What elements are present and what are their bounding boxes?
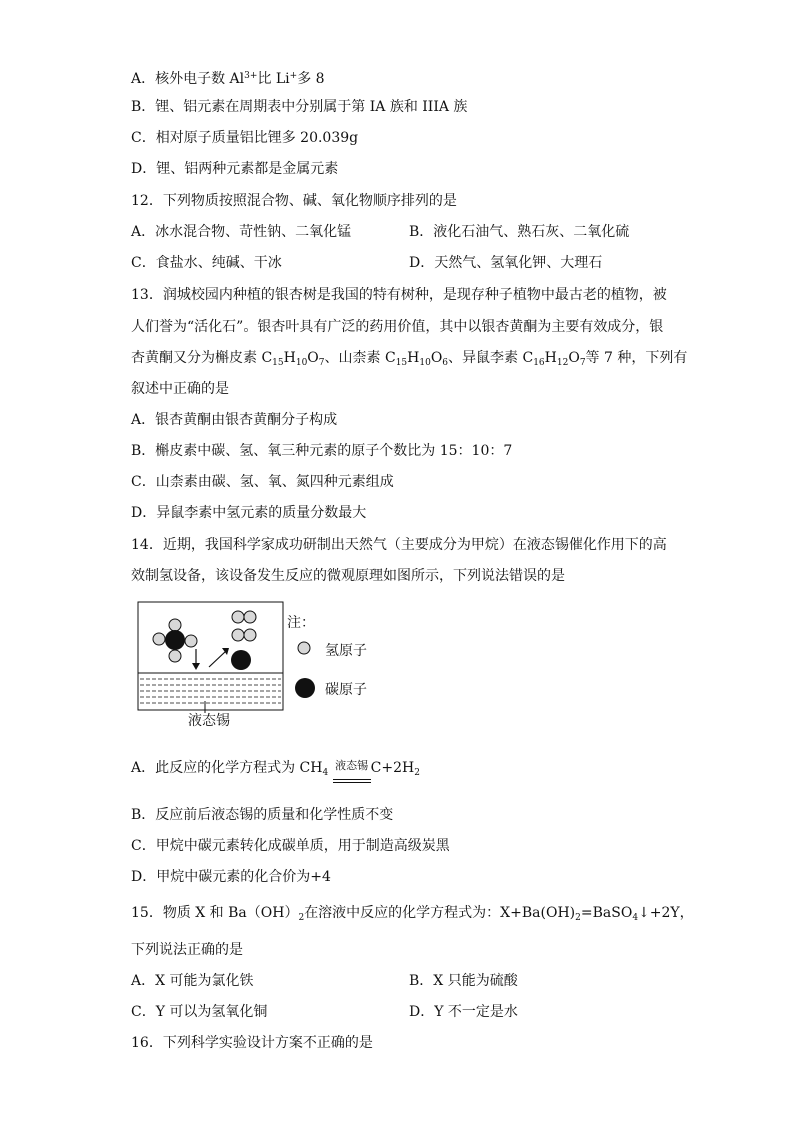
carbon-product <box>231 650 251 670</box>
question-13-stem-line-2: 人们誉为“活化石”。银杏叶具有广泛的药用价值，其中以银杏黄酮为主要有效成分，银 <box>131 319 664 335</box>
question-15-stem-line-2: 下列说法正确的是 <box>131 942 243 958</box>
question-12-option-c: C．食盐水、纯碱、干冰 <box>131 255 282 271</box>
question-12-option-b: B．液化石油气、熟石灰、二氧化硫 <box>409 224 630 240</box>
legend-hydrogen-icon <box>298 642 310 654</box>
question-15-option-d: D．Y 不一定是水 <box>409 1004 518 1020</box>
question-13-option-a: A．银杏黄酮由银杏黄酮分子构成 <box>131 412 338 428</box>
question-14-stem-line-2: 效制氢设备，该设备发生反应的微观原理如图所示，下列说法错误的是 <box>131 568 565 584</box>
diagram-frame <box>138 602 283 710</box>
question-13-stem-line-4: 叙述中正确的是 <box>131 381 229 397</box>
legend-carbon-icon <box>295 678 315 698</box>
question-14-option-b: B．反应前后液态锡的质量和化学性质不变 <box>131 807 394 823</box>
question-13-option-c: C．山柰素由碳、氢、氧、氮四种元素组成 <box>131 474 394 490</box>
question-15-stem-line-1: 15．物质 X 和 $Ba(OH)_2$在溶液中反应的化学方程式为：$X+Ba(OH)_2=BaSO_4↓+2Y$， <box>131 905 694 923</box>
question-12-option-a: A．冰水混合物、苛性钠、二氧化锰 <box>131 224 352 240</box>
liquid-tin-region <box>138 673 283 713</box>
legend-hydrogen-label: 氢原子 <box>325 643 367 659</box>
question-14-option-d: D．甲烷中碳元素的化合价为+4 <box>131 869 331 885</box>
question-13-option-b: B．槲皮素中碳、氢、氧三种元素的原子个数比为 15：10：7 <box>131 443 513 459</box>
legend-carbon-label: 碳原子 <box>325 682 367 698</box>
question-11-option-d: D．锂、铝两种元素都是金属元素 <box>131 161 339 177</box>
question-12-stem: 12．下列物质按照混合物、碱、氧化物顺序排列的是 <box>131 193 457 209</box>
hydrogen-molecules <box>232 611 256 641</box>
question-11-option-c: C．相对原子质量铝比锂多 20.039g <box>131 130 359 146</box>
question-12-option-d: D．天然气、氢氧化钾、大理石 <box>409 255 603 271</box>
reaction-condition-arrow: 液态锡 <box>333 770 371 783</box>
question-13-stem-line-1: 13．润城校园内种植的银杏树是我国的特有树种，是现存种子植物中最古老的植物，被 <box>131 287 667 303</box>
question-14-stem-line-1: 14．近期，我国科学家成功研制出天然气（主要成分为甲烷）在液态锡催化作用下的高 <box>131 537 667 553</box>
question-14-option-c: C．甲烷中碳元素转化成碳单质，用于制造高级炭黑 <box>131 838 450 854</box>
question-11-option-b: B．锂、铝元素在周期表中分别属于第 IA 族和 IIIA 族 <box>131 99 468 115</box>
question-13-option-d: D．异鼠李素中氢元素的质量分数最大 <box>131 505 367 521</box>
methane-molecule <box>153 619 197 662</box>
question-13-stem-line-3: 杏黄酮又分为槲皮素 $C_{15}H_{10}O_7$、山柰素 $C_{15}H_{10}O_6$、异鼠李素 $C_{16}H_{12}O_7$等 7 种，下列有 <box>131 350 688 368</box>
question-15-option-a: A．X 可能为氯化铁 <box>131 973 254 989</box>
legend-note: 注： <box>287 615 315 631</box>
question-14-option-a: A．此反应的化学方程式为 $CH_4$ 液态锡 $C+2H_2$ <box>131 758 420 783</box>
question-15-option-c: C．Y 可以为氢氧化铜 <box>131 1004 268 1020</box>
reaction-diagram <box>137 601 397 731</box>
question-16-stem: 16．下列科学实验设计方案不正确的是 <box>131 1035 373 1051</box>
question-15-option-b: B．X 只能为硫酸 <box>409 973 518 989</box>
arrows <box>192 648 229 670</box>
question-11-option-a: A．核外电子数 $Al^{3+}$比 Li+多 8 <box>131 71 325 87</box>
figure-caption: 液态锡 <box>188 713 230 729</box>
